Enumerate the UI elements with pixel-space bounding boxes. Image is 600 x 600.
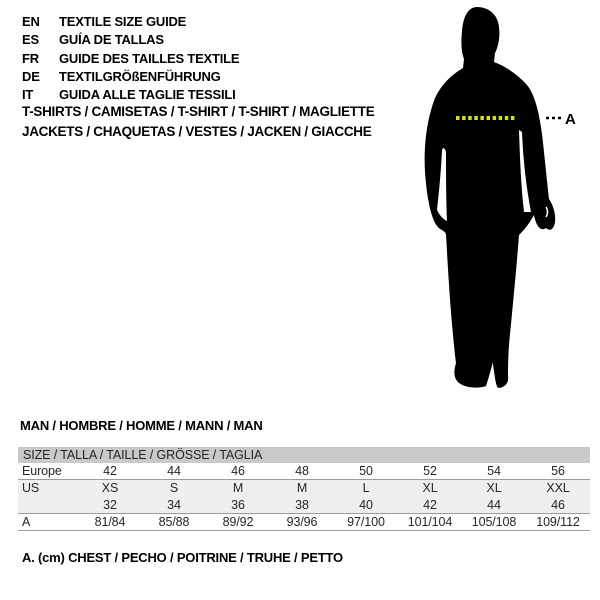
size-cell: 81/84 [94, 515, 126, 529]
size-cell: 34 [167, 498, 181, 512]
size-cell: 54 [487, 464, 501, 478]
row-label: A [22, 515, 31, 529]
lang-label: GUIDA ALLE TAGLIE TESSILI [59, 87, 236, 103]
row-label [18, 497, 78, 513]
product-line-jackets: JACKETS / CHAQUETAS / VESTES / JACKEN / GIACCHE [22, 123, 372, 139]
size-cell: 50 [359, 464, 373, 478]
lang-label: GUÍA DE TALLAS [59, 32, 164, 48]
size-cell: 101/104 [407, 515, 453, 529]
size-cell: XS [101, 481, 119, 495]
table-row-a-chest [18, 514, 590, 531]
lang-code: DE [22, 68, 40, 84]
size-cell: XXL [546, 481, 570, 495]
lang-label: GUIDE DES TAILLES TEXTILE [59, 50, 240, 66]
size-cell: XL [486, 481, 502, 495]
row-label: Europe [22, 464, 62, 478]
size-cell: 38 [295, 498, 309, 512]
size-cell: 40 [359, 498, 373, 512]
measure-label-a: A [565, 111, 576, 128]
size-cell: M [296, 481, 308, 495]
size-cell: 42 [103, 464, 117, 478]
size-cell: 52 [423, 464, 437, 478]
size-cell: 85/88 [158, 515, 190, 529]
size-cell: L [362, 481, 370, 495]
size-cell: S [169, 481, 179, 495]
size-cell: M [232, 481, 244, 495]
size-cell: 44 [167, 464, 181, 478]
size-cell: 46 [551, 498, 565, 512]
section-title-man: MAN / HOMBRE / HOMME / MANN / MAN [20, 418, 263, 433]
table-header: SIZE / TALLA / TAILLE / GRÖSSE / TAGLIA [18, 447, 590, 463]
lang-label: TEXTILE SIZE GUIDE [59, 14, 187, 29]
size-cell: 42 [423, 498, 437, 512]
size-cell: 48 [295, 464, 309, 478]
size-cell: 32 [103, 498, 117, 512]
size-cell: 109/112 [536, 515, 580, 529]
size-cell: 93/96 [286, 515, 318, 529]
lang-code: EN [22, 14, 40, 29]
size-cell: 89/92 [222, 515, 254, 529]
size-cell: 56 [551, 464, 565, 478]
lang-code: FR [22, 50, 39, 66]
lang-code: IT [22, 87, 34, 103]
size-table [18, 447, 590, 531]
product-line-tshirts: T-SHIRTS / CAMISETAS / T-SHIRT / T-SHIRT / MAGLIETTE [22, 104, 375, 119]
size-cell: 44 [487, 498, 501, 512]
row-label: US [22, 481, 40, 495]
measurement-note: A. (cm) CHEST / PECHO / POITRINE / TRUHE / PETTO [22, 550, 343, 565]
lang-code: ES [22, 32, 39, 48]
size-cell: 46 [231, 464, 245, 478]
size-cell: 105/108 [471, 515, 517, 529]
size-cell: 97/100 [347, 515, 385, 529]
size-cell: 36 [231, 498, 245, 512]
man-silhouette [425, 7, 556, 388]
table-row-us [18, 480, 590, 497]
table-row-europe [18, 463, 590, 480]
table-row-unlabeled [18, 497, 590, 514]
lang-label: TEXTILGRÖßENFÜHRUNG [59, 68, 221, 84]
size-cell: XL [422, 481, 438, 495]
